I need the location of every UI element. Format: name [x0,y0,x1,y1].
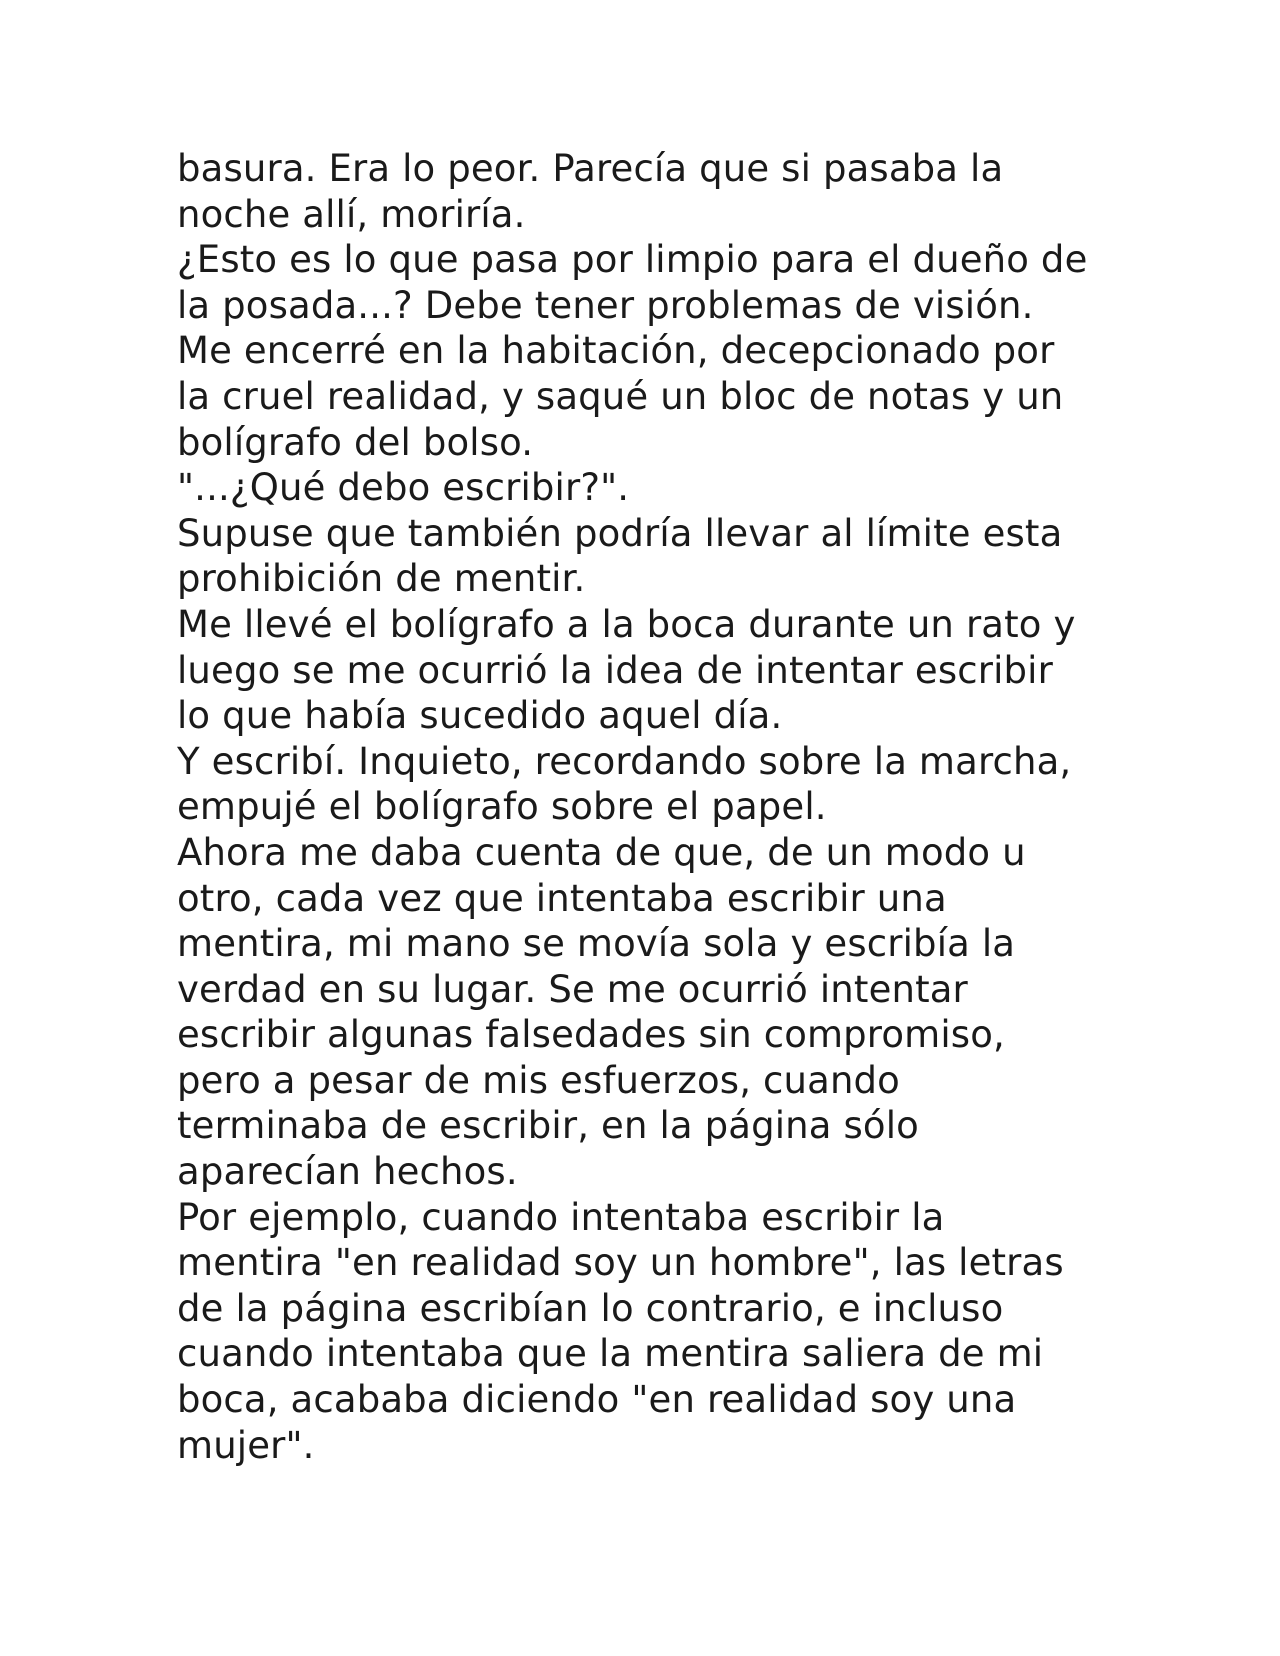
text-line: mentira "en realidad soy un hombre", las letras [177,1241,1064,1285]
text-line: basura. Era lo peor. Parecía que si pasaba la [177,147,1004,190]
text-line: empujé el bolígrafo sobre el papel. [177,785,827,829]
text-line: la cruel realidad, y saqué un bloc de notas y un [177,374,1064,418]
paragraph [177,602,1117,739]
text-line: verdad en su lugar. Se me ocurrió intentar [177,967,968,1011]
text-line: ¿Esto es lo que pasa por limpio para el dueño de [177,238,1088,282]
paragraph [177,830,1117,1195]
text-line: prohibición de mentir. [177,557,586,601]
paragraph [177,146,1117,237]
text-line: de la página escribían lo contrario, e incluso [177,1286,1004,1330]
paragraph [177,237,1117,328]
text-line: la posada...? Debe tener problemas de visión. [177,283,1034,327]
text-line: "...¿Qué debo escribir?". [177,466,630,510]
paragraph [177,739,1117,830]
paragraph [177,1195,1117,1469]
text-line: pero a pesar de mis esfuerzos, cuando [177,1058,900,1102]
paragraph [177,328,1117,465]
text-line: aparecían hechos. [177,1150,518,1194]
text-line: mujer". [177,1423,315,1467]
text-line: Por ejemplo, cuando intentaba escribir la [177,1195,945,1239]
text-line: Supuse que también podría llevar al límite esta [177,511,1063,555]
text-line: cuando intentaba que la mentira saliera de mi [177,1332,1044,1376]
text-line: terminaba de escribir, en la página sólo [177,1104,919,1148]
text-line: Me encerré en la habitación, decepcionado por [177,329,1055,373]
body-text [177,146,1117,1468]
text-line: Ahora me daba cuenta de que, de un modo u [177,830,1026,874]
paragraph [177,465,1117,511]
text-line: luego se me ocurrió la idea de intentar escribir [177,648,1053,692]
text-line: boca, acababa diciendo "en realidad soy una [177,1378,1017,1422]
text-line: Me llevé el bolígrafo a la boca durante un rato y [177,602,1076,646]
text-line: Y escribí. Inquieto, recordando sobre la marcha, [177,739,1072,783]
text-line: escribir algunas falsedades sin compromiso, [177,1013,1005,1057]
text-line: otro, cada vez que intentaba escribir una [177,876,947,920]
text-line: mentira, mi mano se movía sola y escribía la [177,922,1016,966]
text-line: lo que había sucedido aquel día. [177,694,783,738]
text-line: bolígrafo del bolso. [177,420,534,464]
paragraph [177,511,1117,602]
text-line: noche allí, moriría. [177,192,526,236]
